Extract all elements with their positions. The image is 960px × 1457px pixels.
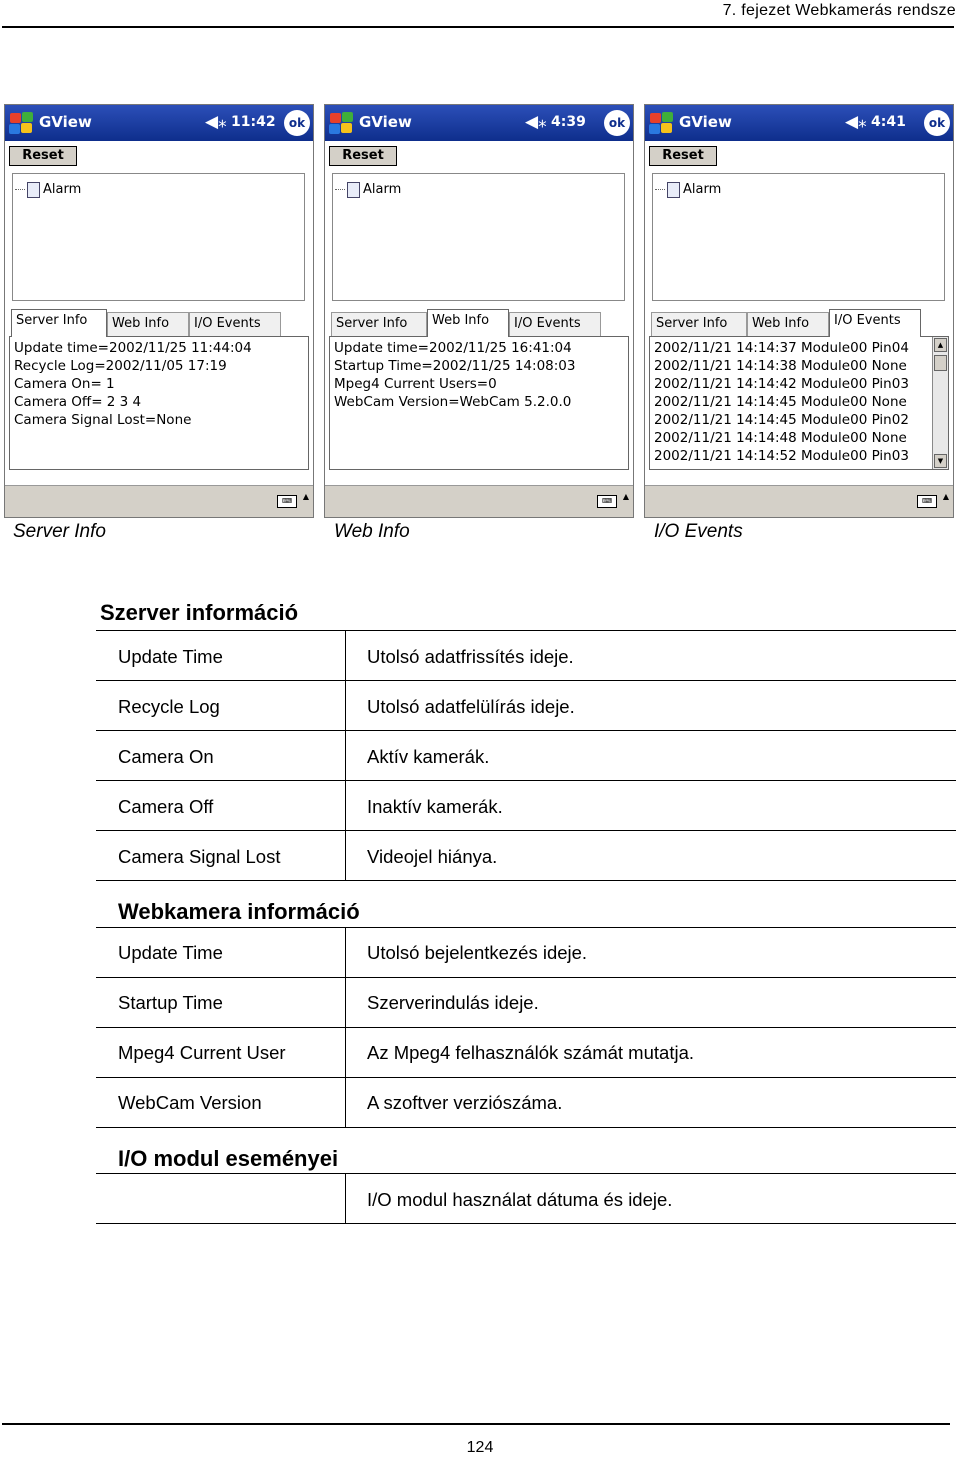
webcam-desc: Szerverindulás ideje. (367, 992, 539, 1013)
header-rule (2, 26, 954, 28)
title-bar (5, 105, 313, 141)
speaker-icon[interactable]: ◀︎⁎ (845, 112, 867, 132)
webcam-term: Startup Time (118, 992, 223, 1013)
io-desc: I/O modul használat dátuma és ideje. (367, 1189, 673, 1210)
pda-screenshot (4, 104, 314, 518)
webcam-term: WebCam Version (118, 1092, 262, 1113)
alarm-label: Alarm (363, 182, 402, 197)
server-desc: Aktív kamerák. (367, 746, 490, 767)
app-title: GView (359, 113, 412, 131)
info-panel (9, 336, 309, 470)
alarm-tree[interactable] (12, 173, 305, 301)
server-term: Camera Off (118, 796, 214, 817)
ok-button[interactable]: ok (604, 110, 630, 136)
info-line: 2002/11/21 14:14:38 Module00 None (654, 358, 907, 374)
tab-i-o-events[interactable]: I/O Events (509, 312, 601, 336)
server-desc: Videojel hiánya. (367, 846, 498, 867)
chevron-up-icon[interactable]: ▲ (302, 492, 309, 501)
info-line: 2002/11/21 14:14:42 Module00 Pin03 (654, 376, 909, 392)
clock[interactable]: 4:41 (871, 114, 906, 130)
table-rule (96, 880, 956, 881)
info-line: Recycle Log=2002/11/05 17:19 (14, 358, 227, 374)
table-rule (96, 680, 956, 681)
column-divider (345, 1173, 346, 1223)
tab-web-info[interactable]: Web Info (107, 312, 189, 336)
info-line: 2002/11/21 14:14:48 Module00 None (654, 430, 907, 446)
alarm-node[interactable] (683, 182, 721, 197)
table-rule (96, 927, 956, 928)
server-section-title: Szerver információ (100, 600, 299, 625)
table-rule (96, 780, 956, 781)
webcam-desc: Az Mpeg4 felhasználók számát mutatja. (367, 1042, 694, 1063)
alarm-tree[interactable] (332, 173, 625, 301)
ok-button[interactable]: ok (924, 110, 950, 136)
table-rule (96, 1173, 956, 1174)
info-line: Startup Time=2002/11/25 14:08:03 (334, 358, 576, 374)
caption-server-info: Server Info (13, 521, 106, 542)
menu-bar (325, 485, 633, 517)
column-divider (345, 630, 346, 881)
app-body (325, 141, 633, 487)
clock[interactable]: 11:42 (231, 114, 276, 130)
info-line: 2002/11/21 14:14:45 Module00 None (654, 394, 907, 410)
tab-server-info[interactable]: Server Info (11, 309, 107, 337)
scrollbar[interactable] (932, 337, 948, 469)
info-line: 2002/11/21 14:14:37 Module00 Pin04 (654, 340, 909, 356)
footer-rule (2, 1423, 950, 1425)
tab-server-info[interactable]: Server Info (651, 312, 747, 336)
title-bar (645, 105, 953, 141)
app-title: GView (679, 113, 732, 131)
server-term: Camera On (118, 746, 214, 767)
page-number: 124 (466, 1439, 494, 1456)
server-desc: Utolsó adatfelülírás ideje. (367, 696, 575, 717)
info-line: Update time=2002/11/25 16:41:04 (334, 340, 572, 356)
keyboard-icon[interactable]: ⌨ (597, 495, 617, 508)
info-panel (649, 336, 949, 470)
windows-start-icon[interactable] (649, 111, 675, 135)
table-rule (96, 1027, 956, 1028)
info-line: Camera Signal Lost=None (14, 412, 192, 428)
keyboard-icon[interactable]: ⌨ (277, 495, 297, 508)
reset-button[interactable]: Reset (329, 146, 397, 166)
tab-server-info[interactable]: Server Info (331, 312, 427, 336)
server-desc: Inaktív kamerák. (367, 796, 503, 817)
server-desc: Utolsó adatfrissítés ideje. (367, 646, 574, 667)
tab-web-info[interactable]: Web Info (747, 312, 829, 336)
webcam-desc: Utolsó bejelentkezés ideje. (367, 942, 588, 963)
webcam-term: Mpeg4 Current User (118, 1042, 286, 1063)
webcam-desc: A szoftver verziószáma. (367, 1092, 563, 1113)
info-line: Camera Off= 2 3 4 (14, 394, 142, 410)
info-line: Update time=2002/11/25 11:44:04 (14, 340, 252, 356)
title-bar (325, 105, 633, 141)
tab-i-o-events[interactable]: I/O Events (829, 309, 921, 337)
scroll-up-icon[interactable]: ▲ (934, 338, 947, 352)
info-line: 2002/11/21 14:14:52 Module00 Pin03 (654, 448, 909, 464)
info-line: WebCam Version=WebCam 5.2.0.0 (334, 394, 572, 410)
table-rule (96, 1077, 956, 1078)
windows-start-icon[interactable] (9, 111, 35, 135)
app-title: GView (39, 113, 92, 131)
tab-i-o-events[interactable]: I/O Events (189, 312, 281, 336)
table-rule (96, 1127, 956, 1128)
caption-io-events: I/O Events (654, 521, 743, 542)
list-icon (27, 182, 40, 198)
pda-screenshot (644, 104, 954, 518)
info-panel (329, 336, 629, 470)
table-rule (96, 1223, 956, 1224)
menu-bar (645, 485, 953, 517)
table-rule (96, 630, 956, 631)
running-header: 7. fejezet Webkamerás rendsze (722, 2, 956, 19)
reset-button[interactable]: Reset (9, 146, 77, 166)
speaker-icon[interactable]: ◀︎⁎ (525, 112, 547, 132)
table-rule (96, 830, 956, 831)
alarm-label: Alarm (683, 182, 722, 197)
windows-start-icon[interactable] (329, 111, 355, 135)
caption-web-info: Web Info (334, 521, 410, 542)
scroll-down-icon[interactable]: ▼ (934, 454, 947, 468)
server-term: Update Time (118, 646, 223, 667)
app-body (5, 141, 313, 487)
list-icon (667, 182, 680, 198)
info-line: Camera On= 1 (14, 376, 115, 392)
info-line: 2002/11/21 14:14:45 Module00 Pin02 (654, 412, 909, 428)
clock[interactable]: 4:39 (551, 114, 586, 130)
alarm-node[interactable] (43, 182, 81, 197)
webcam-term: Update Time (118, 942, 223, 963)
scroll-thumb[interactable] (934, 355, 947, 371)
io-section-title: I/O modul eseményei (118, 1146, 339, 1171)
info-line: Mpeg4 Current Users=0 (334, 376, 497, 392)
chevron-up-icon[interactable]: ▲ (942, 492, 949, 501)
app-body (645, 141, 953, 487)
server-term: Camera Signal Lost (118, 846, 281, 867)
pda-screenshot (324, 104, 634, 518)
list-icon (347, 182, 360, 198)
ok-button[interactable]: ok (284, 110, 310, 136)
reset-button[interactable]: Reset (649, 146, 717, 166)
alarm-label: Alarm (43, 182, 82, 197)
menu-bar (5, 485, 313, 517)
keyboard-icon[interactable]: ⌨ (917, 495, 937, 508)
chevron-up-icon[interactable]: ▲ (622, 492, 629, 501)
alarm-tree[interactable] (652, 173, 945, 301)
table-rule (96, 730, 956, 731)
alarm-node[interactable] (363, 182, 401, 197)
table-rule (96, 977, 956, 978)
webcam-section-title: Webkamera információ (118, 899, 360, 924)
tab-web-info[interactable]: Web Info (427, 309, 509, 337)
server-term: Recycle Log (118, 696, 220, 717)
speaker-icon[interactable]: ◀︎⁎ (205, 112, 227, 132)
